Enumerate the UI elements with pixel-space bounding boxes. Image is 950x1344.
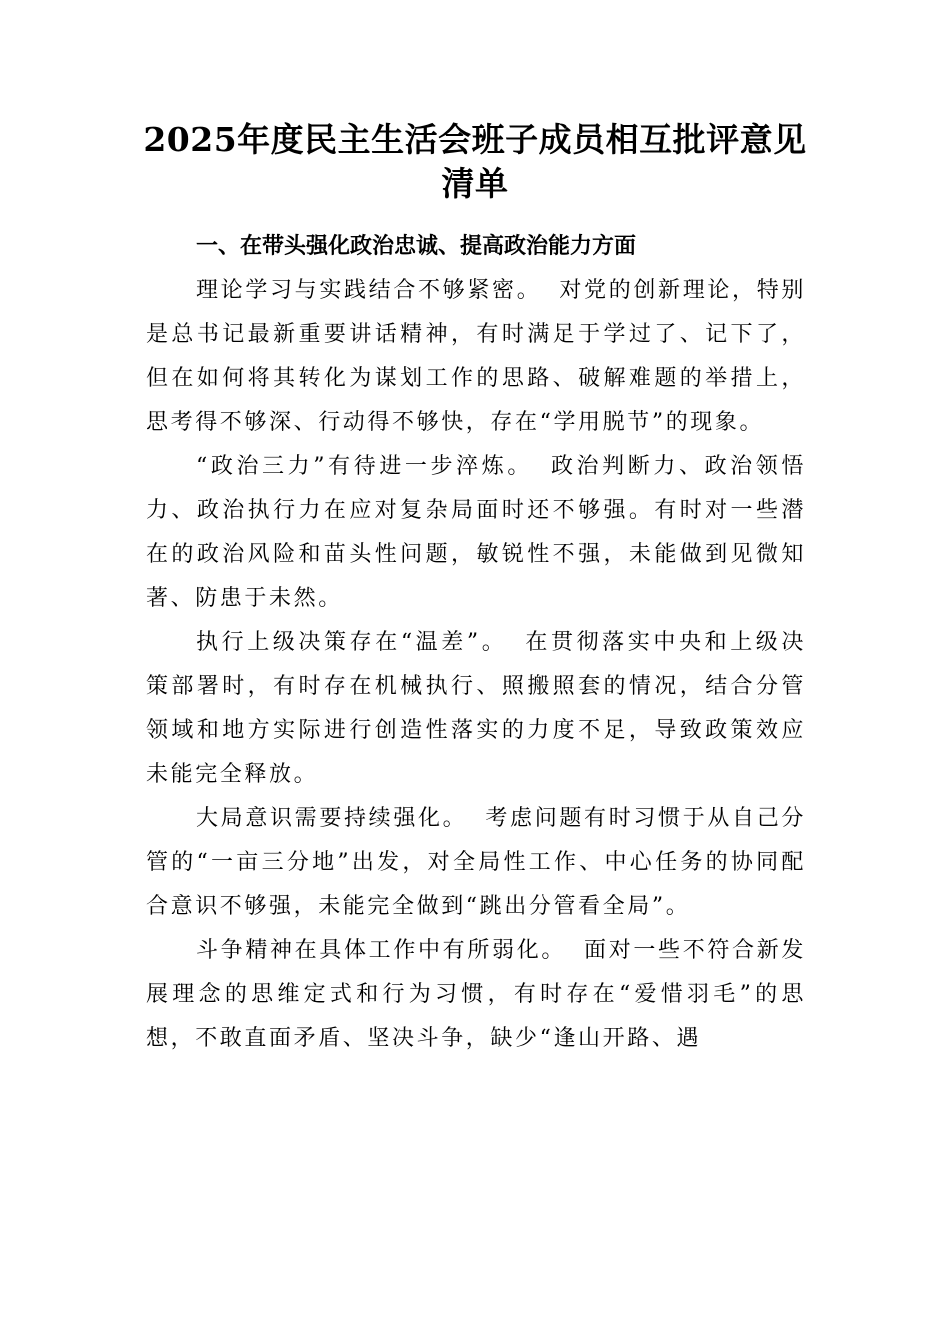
document-body xyxy=(146,225,806,1061)
paragraph-text: 考虑问题有时习惯于从自己分管的“一亩三分地”出发，对全局性工作、中心任务的协同配合意识不够强，未能完全做到“跳出分管看全局”。 xyxy=(146,806,806,919)
paragraph-lead: 理论学习与实践结合不够紧密。 xyxy=(196,278,542,303)
paragraph-text: 对党的创新理论，特别是总书记最新重要讲话精神，有时满足于学过了、记下了，但在如何将其转化为谋划工作的思路、破解难题的举措上，思考得不够深、行动得不够快，存在“学用脱节”的现象。 xyxy=(146,278,806,435)
paragraph-3 xyxy=(146,621,806,797)
paragraph-lead: 大局意识需要持续强化。 xyxy=(196,806,468,831)
paragraph-text: 政治判断力、政治领悟力、政治执行力在应对复杂局面时还不够强。有时对一些潜在的政治风险和苗头性问题，敏锐性不强，未能做到见微知著、防患于未然。 xyxy=(146,454,806,611)
paragraph-text: 在贯彻落实中央和上级决策部署时，有时存在机械执行、照搬照套的情况，结合分管领域和地方实际进行创造性落实的力度不足，导致政策效应未能完全释放。 xyxy=(146,630,807,787)
section-heading: 一、在带头强化政治忠诚、提高政治能力方面 xyxy=(196,234,637,259)
document-title: 2025年度民主生活会班子成员相互批评意见清单 xyxy=(143,120,807,203)
paragraph-lead: 斗争精神在具体工作中有所弱化。 xyxy=(196,938,567,963)
paragraph-4 xyxy=(146,797,806,929)
paragraph-text: 面对一些不符合新发展理念的思维定式和行为习惯，有时存在“爱惜羽毛”的思想，不敢直面矛盾、坚决斗争，缺少“逢山开路、遇 xyxy=(146,938,806,1051)
paragraph-lead: “政治三力”有待进一步淬炼。 xyxy=(196,454,533,479)
paragraph-2 xyxy=(146,445,806,621)
paragraph-1 xyxy=(146,269,806,445)
paragraph-lead: 执行上级决策存在“温差”。 xyxy=(196,630,508,655)
paragraph-5 xyxy=(146,929,806,1061)
